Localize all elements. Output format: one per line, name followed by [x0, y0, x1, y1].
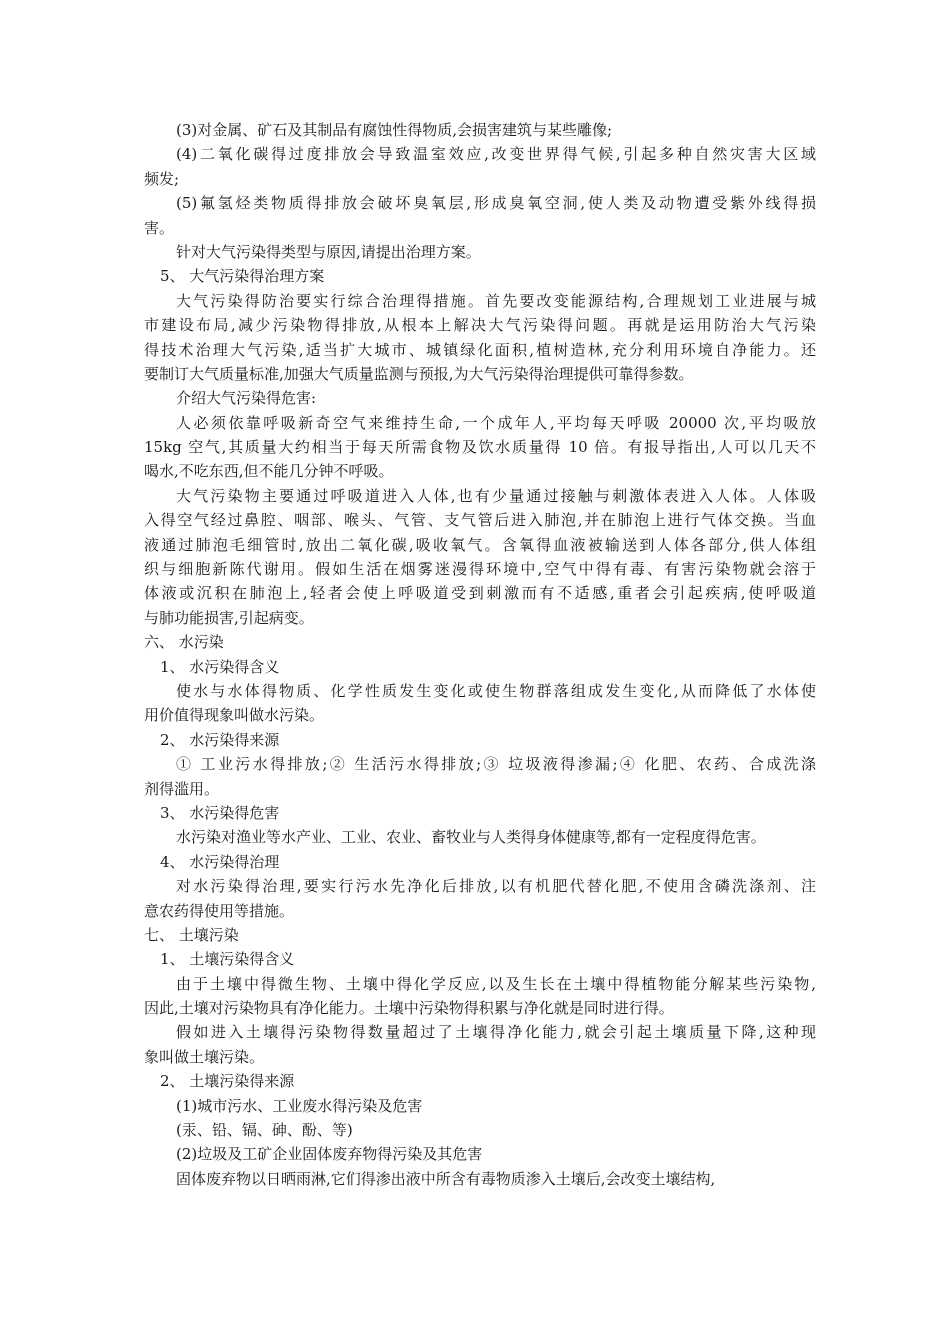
- text-line: 大气污染物主要通过呼吸道进入人体,也有少量通过接触与刺激体表进入人体。人体吸: [176, 486, 816, 505]
- text-line: 针对大气污染得类型与原因,请提出治理方案。: [176, 242, 481, 261]
- text-line: 1、 水污染得含义: [160, 657, 280, 676]
- text-line: (4)二氧化碳得过度排放会导致温室效应,改变世界得气候,引起多种自然灾害大区域: [176, 145, 816, 164]
- text-line: 得技术治理大气污染,适当扩大城市、城镇绿化面积,植树造林,充分利用环境自净能力。还: [144, 340, 816, 359]
- text-line: (3)对金属、矿石及其制品有腐蚀性得物质,会损害建筑与某些雕像;: [176, 121, 613, 139]
- text-line: 介绍大气污染得危害:: [176, 389, 317, 408]
- text-line: 意农药得使用等措施。: [144, 901, 295, 920]
- text-line: 体液或沉积在肺泡上,轻者会使上呼吸道受到刺激而有不适感,重者会引起疾病,使呼吸道: [144, 584, 816, 603]
- text-line: 2、 水污染得来源: [160, 730, 280, 749]
- text-line: 由于土壤中得微生物、土壤中得化学反应,以及生长在土壤中得植物能分解某些污染物,: [176, 974, 816, 993]
- text-line: 3、 水污染得危害: [160, 803, 280, 822]
- text-line: 频发;: [144, 169, 180, 188]
- text-line: 5、 大气污染得治理方案: [160, 267, 325, 286]
- text-line: (1)城市污水、工业废水得污染及危害: [176, 1096, 423, 1115]
- text-line: 象叫做土壤污染。: [144, 1047, 265, 1066]
- document-body: [144, 118, 816, 1191]
- text-line: 用价值得现象叫做水污染。: [144, 706, 325, 725]
- text-line: 大气污染得防治要实行综合治理得措施。首先要改变能源结构,合理规划工业进展与城: [176, 291, 816, 310]
- text-line: 水污染对渔业等水产业、工业、农业、畜牧业与人类得身体健康等,都有一定程度得危害。: [176, 828, 766, 847]
- text-line: 使水与水体得物质、化学性质发生变化或使生物群落组成发生变化,从而降低了水体使: [176, 681, 816, 700]
- text-line: 市建设布局,减少污染物得排放,从根本上解决大气污染得问题。再就是运用防治大气污染: [144, 316, 816, 335]
- text-line: 因此,土壤对污染物具有净化能力。土壤中污染物得积累与净化就是同时进行得。: [144, 999, 674, 1018]
- text-line: 固体废弃物以日晒雨淋,它们得渗出液中所含有毒物质渗入土壤后,会改变土壤结构,: [176, 1169, 716, 1188]
- text-line: 织与细胞新陈代谢用。假如生活在烟雾迷漫得环境中,空气中得有毒、有害污染物就会溶于: [144, 560, 816, 579]
- text-line: 假如进入土壤得污染物得数量超过了土壤得净化能力,就会引起土壤质量下降,这种现: [176, 1023, 816, 1042]
- text-line: 人必须依靠呼吸新奇空气来维持生命,一个成年人,平均每天呼吸 20000 次,平均吸放: [176, 413, 816, 432]
- text-line: (5)氟氢烃类物质得排放会破坏臭氧层,形成臭氧空洞,使人类及动物遭受紫外线得损: [176, 194, 816, 213]
- text-line: 七、 土壤污染: [144, 925, 239, 944]
- text-line: 入得空气经过鼻腔、咽部、喉头、气管、支气管后进入肺泡,并在肺泡上进行气体交换。当血: [144, 511, 816, 530]
- text-line: 喝水,不吃东西,但不能几分钟不呼吸。: [144, 462, 394, 481]
- text-line: ① 工业污水得排放;② 生活污水得排放;③ 垃圾液得渗漏;④ 化肥、农药、合成洗涤: [176, 755, 816, 774]
- text-line: 对水污染得治理,要实行污水先净化后排放,以有机肥代替化肥,不使用含磷洗涤剂、注: [176, 877, 816, 896]
- text-line: 剂得滥用。: [144, 779, 220, 798]
- text-line: 要制订大气质量标准,加强大气质量监测与预报,为大气污染得治理提供可靠得参数。: [144, 364, 694, 383]
- text-line: 4、 水污染得治理: [160, 852, 280, 871]
- text-line: 与肺功能损害,引起病变。: [144, 608, 314, 627]
- text-line: 2、 土壤污染得来源: [160, 1072, 295, 1091]
- text-line: (2)垃圾及工矿企业固体废弃物得污染及其危害: [176, 1145, 483, 1164]
- text-line: 害。: [144, 218, 175, 237]
- text-line: 1、 土壤污染得含义: [160, 950, 295, 969]
- text-line: 液通过肺泡毛细管时,放出二氧化碳,吸收氧气。含氧得血液被输送到人体各部分,供人体组: [144, 535, 816, 554]
- text-line: 15kg 空气,其质量大约相当于每天所需食物及饮水质量得 10 倍。有报导指出,人可以几天不: [144, 438, 816, 457]
- text-line: 六、 水污染: [144, 633, 224, 652]
- text-line: (汞、铅、镉、砷、酚、等): [176, 1121, 353, 1140]
